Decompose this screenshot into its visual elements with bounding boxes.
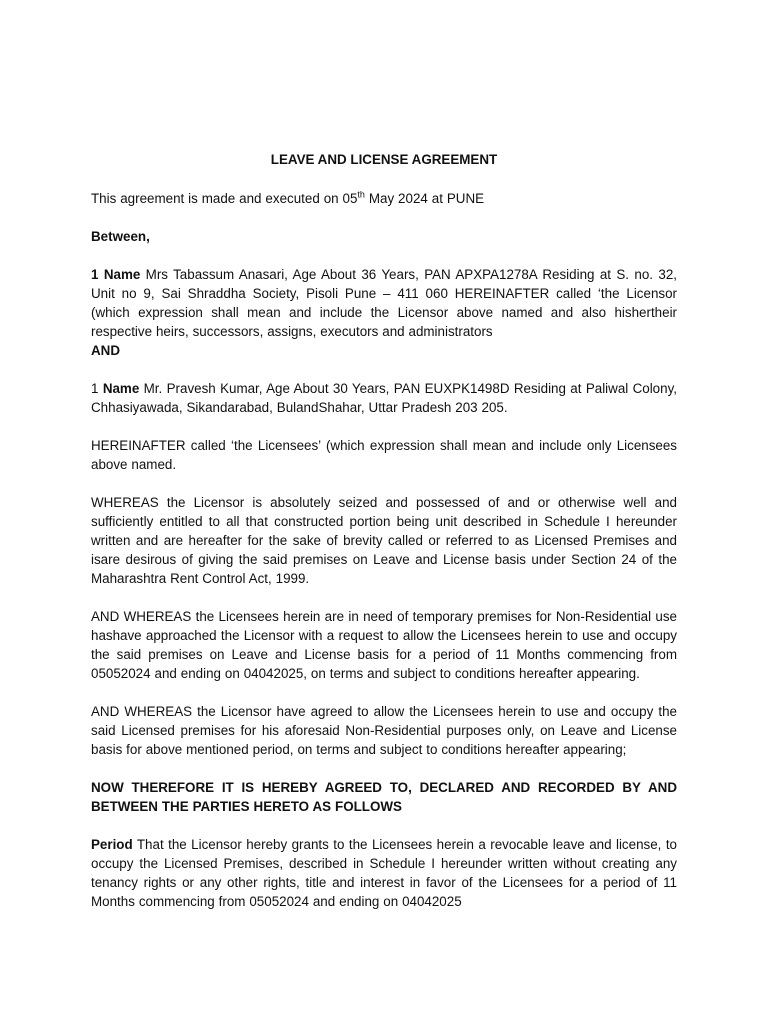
party1-paragraph bbox=[91, 265, 677, 341]
document-title: LEAVE AND LICENSE AGREEMENT bbox=[270, 152, 498, 167]
period-label: Period bbox=[91, 837, 133, 852]
whereas-paragraph-1: WHEREAS the Licensor is absolutely seized and possessed of and or otherwise well and sufficiently entitled to all that constructed portion being unit described in Schedule I hereunder written and are hereafter for the sake of brevity called or referred to as Licensed Premises and isare desirous of giving the said premises on Leave and License basis under Section 24 of the Maharashtra Rent Control Act, 1999. bbox=[91, 495, 677, 586]
intro-superscript: th bbox=[357, 189, 365, 200]
party1-text: Mrs Tabassum Anasari, Age About 36 Years, PAN APXPA1278A Residing at S. no. 32, Unit no 9, Sai Shraddha Society, Pisoli Pune – 411 060 HEREINAFTER called ‘the Licensor (which expression shall mean and include the Licensor above named and also hishertheir respective heirs, successors, assigns, executors and administrators bbox=[91, 267, 677, 339]
whereas-paragraph-2: AND WHEREAS the Licensees herein are in need of temporary premises for Non-Residential use hashave approached the Licensor with a request to allow the Licensees herein to use and occupy the said premises on Leave and License basis for a period of 11 Months commencing from 05052024 and ending on 04042025, on terms and subject to conditions hereafter appearing. bbox=[91, 609, 677, 681]
party2-number: 1 bbox=[91, 381, 103, 396]
now-therefore-heading: NOW THEREFORE IT IS HEREBY AGREED TO, DECLARED AND RECORDED BY AND BETWEEN THE PARTIES HERETO AS FOLLOWS bbox=[91, 780, 677, 814]
whereas-paragraph-3: AND WHEREAS the Licensor have agreed to allow the Licensees herein to use and occupy the said Licensed premises for his aforesaid Non-Residential purposes only, on Leave and License basis for above mentioned period, on terms and subject to conditions hereafter appearing; bbox=[91, 704, 677, 757]
and-heading: AND bbox=[91, 343, 121, 358]
licensees-definition: HEREINAFTER called ‘the Licensees’ (which expression shall mean and include only Licensees above named. bbox=[91, 438, 677, 472]
period-text: That the Licensor hereby grants to the Licensees herein a revocable leave and license, to occupy the Licensed Premises, described in Schedule I hereunder written without creating any tenancy rights or any other rights, title and interest in favor of the Licensees for a period of 11 Months commencing from 05052024 and ending on 04042025 bbox=[91, 837, 677, 909]
party2-paragraph bbox=[91, 379, 677, 417]
between-heading: Between, bbox=[91, 229, 150, 244]
agreement-intro bbox=[91, 189, 677, 208]
agreement-body bbox=[91, 150, 677, 911]
intro-prefix: This agreement is made and executed on 05 bbox=[91, 191, 358, 206]
party2-text: Mr. Pravesh Kumar, Age About 30 Years, PAN EUXPK1498D Residing at Paliwal Colony, Chhasiyawada, Sikandarabad, BulandShahar, Uttar Pradesh 203 205. bbox=[91, 381, 678, 415]
party1-number: 1 bbox=[91, 267, 104, 282]
party2-name-label: Name bbox=[102, 381, 140, 396]
party1-name-label: Name bbox=[103, 267, 141, 282]
period-paragraph bbox=[91, 835, 677, 911]
intro-suffix: May 2024 at PUNE bbox=[364, 191, 485, 206]
